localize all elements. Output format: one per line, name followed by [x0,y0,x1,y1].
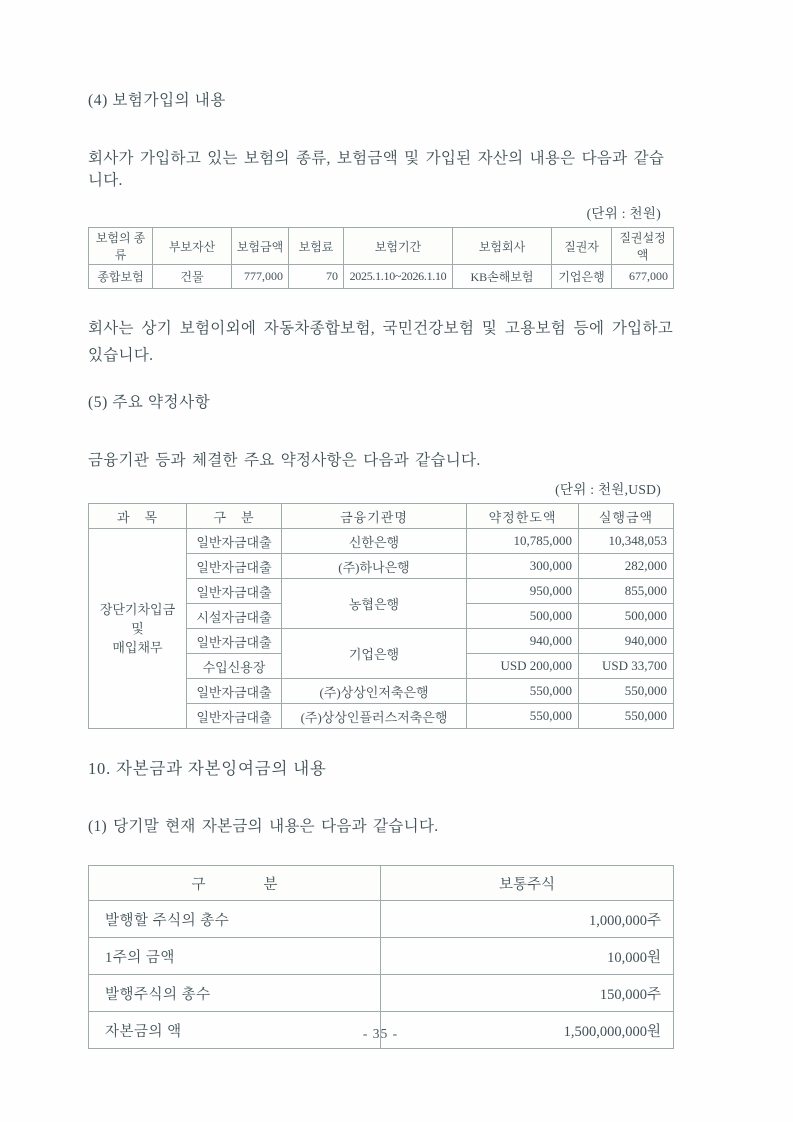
cell-premium: 70 [289,265,344,289]
cell-category: 일반자금대출 [187,679,282,704]
section4-heading: (4) 보험가입의 내용 [88,92,226,109]
section4-intro: 회사가 가입하고 있는 보험의 종류, 보험금액 및 가입된 자산의 내용은 다음과 같습니다. [88,150,665,189]
col-header-account: 과 목 [89,504,187,529]
cell-insured-amount: 777,000 [232,265,289,289]
cell-item-value: 10,000원 [381,938,674,975]
col-header-item: 구 분 [89,866,381,901]
col-header-pledgee: 질권자 [552,228,612,265]
col-header-bank-name: 금융기관명 [282,504,467,529]
cell-limit: 550,000 [467,679,579,704]
col-header-insured-asset: 부보자산 [153,228,232,265]
cell-drawn: 550,000 [579,679,674,704]
cell-limit: 300,000 [467,554,579,579]
agreements-table-header-row [89,504,674,529]
cell-category: 일반자금대출 [187,554,282,579]
cell-category: 일반자금대출 [187,704,282,729]
cell-drawn: 282,000 [579,554,674,579]
insurance-table-row [89,265,674,289]
cell-bank: 신한은행 [282,529,467,554]
cell-insurer: KB손해보험 [453,265,552,289]
cell-drawn: 855,000 [579,579,674,604]
cell-pledgee: 기업은행 [552,265,612,289]
cell-limit: 10,785,000 [467,529,579,554]
cell-insured-asset: 건물 [153,265,232,289]
table-row [89,529,674,554]
cell-category: 일반자금대출 [187,579,282,604]
cell-drawn: 550,000 [579,704,674,729]
cell-drawn: 940,000 [579,629,674,654]
section5-intro: 금융기관 등과 체결한 주요 약정사항은 다음과 같습니다. [88,452,481,469]
table-row [89,901,674,938]
insurance-table-header-row [89,228,674,265]
account-group-line1: 장단기차입금 및 [99,602,176,636]
cell-period: 2025.1.10~2026.1.10 [344,265,453,289]
section10-heading: 10. 자본금과 자본잉여금의 내용 [88,759,327,778]
col-header-common-stock: 보통주식 [381,866,674,901]
cell-item-value: 1,500,000,000원 [381,1012,674,1049]
col-header-period: 보험기간 [344,228,453,265]
col-header-category: 구 분 [187,504,282,529]
cell-category: 시설자금대출 [187,604,282,629]
cell-item-value: 1,000,000주 [381,901,674,938]
cell-bank: (주)하나은행 [282,554,467,579]
cell-limit: 550,000 [467,704,579,729]
cell-pledge-amount: 677,000 [612,265,674,289]
cell-bank: (주)상상인저축은행 [282,679,467,704]
page-number: - 35 - [362,1026,399,1041]
cell-account-group [89,529,187,729]
cell-bank: (주)상상인플러스저축은행 [282,704,467,729]
col-header-insured-amount: 보험금액 [232,228,289,265]
capital-table [88,865,674,1049]
insurance-table [88,227,674,289]
cell-drawn: 10,348,053 [579,529,674,554]
cell-limit: USD 200,000 [467,654,579,679]
section5-heading: (5) 주요 약정사항 [88,394,211,411]
agreements-table [88,503,674,729]
cell-item-value: 150,000주 [381,975,674,1012]
table-row [89,938,674,975]
col-header-insurer: 보험회사 [453,228,552,265]
cell-insurance-type: 종합보험 [89,265,153,289]
col-header-agreed-limit: 약정한도액 [467,504,579,529]
col-header-premium: 보험료 [289,228,344,265]
section4-note: 회사는 상기 보험이외에 자동차종합보험, 국민건강보험 및 고용보험 등에 가입하고 있습니다. [88,320,673,364]
section10-sub1-intro: (1) 당기말 현재 자본금의 내용은 다음과 같습니다. [88,818,439,835]
cell-drawn: USD 33,700 [579,654,674,679]
cell-category: 일반자금대출 [187,529,282,554]
cell-item-label: 발행할 주식의 총수 [89,901,381,938]
capital-table-header-row [89,866,674,901]
cell-limit: 950,000 [467,579,579,604]
cell-bank: 기업은행 [282,629,467,679]
cell-category: 수입신용장 [187,654,282,679]
col-header-insurance-type: 보험의 종류 [89,228,153,265]
section4-unit-note: (단위 : 천원) [586,206,661,221]
cell-bank: 농협은행 [282,579,467,629]
cell-limit: 940,000 [467,629,579,654]
cell-item-label: 자본금의 액 [89,1012,381,1049]
cell-item-label: 1주의 금액 [89,938,381,975]
col-header-drawn-amount: 실행금액 [579,504,674,529]
account-group-line2: 매입채무 [112,640,163,655]
col-header-pledge-amount: 질권설정액 [612,228,674,265]
section5-unit-note: (단위 : 천원,USD) [555,482,661,497]
cell-item-label: 발행주식의 총수 [89,975,381,1012]
cell-drawn: 500,000 [579,604,674,629]
cell-category: 일반자금대출 [187,629,282,654]
table-row [89,975,674,1012]
cell-limit: 500,000 [467,604,579,629]
